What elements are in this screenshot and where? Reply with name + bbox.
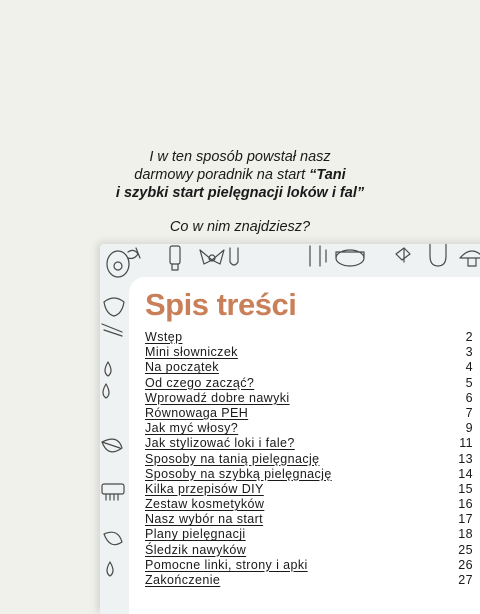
toc-item-label[interactable]: Jak myć włosy?	[145, 421, 239, 436]
toc-item-page-number: 25	[458, 542, 473, 557]
toc-item-page-number: 6	[465, 390, 473, 405]
sprout-doodle-icon	[128, 248, 140, 259]
toc-item-page-number: 18	[458, 527, 473, 542]
toc-item-label[interactable]: Wstęp	[145, 330, 183, 344]
avocado-doodle-icon	[107, 251, 129, 277]
toc-item-label[interactable]: Zakończenie	[145, 573, 221, 587]
droplet-doodle-icon	[105, 362, 111, 376]
toc-item-label[interactable]: Śledzik nawyków	[145, 542, 247, 557]
toc-item-page-number: 17	[458, 512, 473, 527]
jar-doodle-icon	[336, 250, 364, 266]
toc-item-page-number: 4	[465, 360, 473, 375]
intro-question: Co w nim znajdziesz?	[169, 219, 311, 235]
brush-doodle-icon	[102, 324, 122, 336]
ebook-page-preview	[100, 244, 480, 614]
toc-item-label[interactable]: Wprowadź dobre nawyki	[145, 390, 290, 405]
intro-text	[0, 148, 480, 236]
toc-title: Spis treści	[145, 287, 297, 322]
face-mask-doodle-icon	[104, 298, 124, 316]
toc-item[interactable]	[145, 467, 473, 482]
toc-item[interactable]	[145, 512, 473, 527]
toc-item-label[interactable]: Kilka przepisów DIY	[145, 481, 264, 496]
droplet-doodle-icon	[103, 384, 109, 398]
toc-item-page-number: 2	[465, 330, 473, 344]
dropper-doodle-icon	[396, 248, 410, 262]
toc-item[interactable]	[145, 573, 473, 588]
toc-item-page-number: 27	[458, 573, 473, 587]
toc-item-page-number: 13	[458, 451, 473, 466]
toc-item-page-number: 7	[465, 405, 473, 420]
toc-item-label[interactable]: Zestaw kosmetyków	[145, 497, 265, 512]
toc-item-page-number: 26	[458, 557, 473, 572]
toc-item-page-number: 14	[458, 466, 473, 481]
toc-item[interactable]	[145, 497, 473, 512]
leaf-doodle-icon	[104, 532, 122, 544]
toc-item-page-number: 11	[459, 436, 473, 451]
toc-item-label[interactable]: Mini słowniczek	[145, 345, 238, 360]
bow-doodle-icon	[200, 250, 224, 264]
toc-item-page-number: 5	[465, 375, 473, 390]
toc-item[interactable]	[145, 406, 473, 421]
leaf-doodle-icon	[102, 439, 122, 452]
toc-item[interactable]	[145, 376, 473, 391]
intro-guide-title-end: i szybki start pielęgnacji loków i fal”	[115, 185, 365, 201]
intro-guide-title-start: “Tani	[309, 167, 346, 183]
toc-item-label[interactable]: Sposoby na szybką pielęgnację	[145, 466, 332, 481]
toc-item-page-number: 9	[465, 421, 473, 436]
toc-item-page-number: 16	[458, 497, 473, 512]
toc-item[interactable]	[145, 452, 473, 467]
toc-item-label[interactable]: Plany pielęgnacji	[145, 527, 246, 542]
toc-item-label[interactable]: Nasz wybór na start	[145, 512, 264, 527]
droplet-doodle-icon	[107, 562, 113, 576]
bottle-doodle-icon	[430, 244, 446, 266]
toc-item[interactable]	[145, 527, 473, 542]
comb-doodle-icon	[102, 484, 124, 500]
toc-item-label[interactable]: Sposoby na tanią pielęgnację	[145, 451, 320, 466]
toc-item-label[interactable]: Na początek	[145, 360, 219, 375]
mushroom-doodle-icon	[460, 251, 480, 266]
intro-line-1: I w ten sposób powstał nasz	[149, 149, 331, 165]
toc-item[interactable]	[145, 482, 473, 497]
intro-line-2	[0, 166, 480, 184]
toc-item-page-number: 3	[465, 345, 473, 360]
intro-line-3	[0, 184, 480, 202]
toc-item-label[interactable]: Jak stylizować loki i fale?	[145, 436, 295, 451]
bottle-doodle-icon	[230, 248, 238, 265]
toc-list	[145, 330, 473, 588]
toc-item[interactable]	[145, 391, 473, 406]
toc-item[interactable]	[145, 543, 473, 558]
intro-line-2-text: darmowy poradnik na start	[134, 167, 310, 183]
toc-item[interactable]	[145, 436, 473, 451]
toc-item[interactable]	[145, 345, 473, 360]
tube-doodle-icon	[310, 246, 326, 266]
toc-item-label[interactable]: Równowaga PEH	[145, 405, 249, 420]
table-of-contents-card	[129, 277, 480, 614]
bottle-doodle-icon	[170, 246, 180, 270]
toc-item-label[interactable]: Od czego zacząć?	[145, 375, 255, 390]
toc-item-label[interactable]: Pomocne linki, strony i apki	[145, 557, 308, 572]
toc-item[interactable]	[145, 330, 473, 345]
toc-item[interactable]	[145, 558, 473, 573]
toc-item-page-number: 15	[458, 481, 473, 496]
toc-item[interactable]	[145, 360, 473, 375]
toc-item[interactable]	[145, 421, 473, 436]
